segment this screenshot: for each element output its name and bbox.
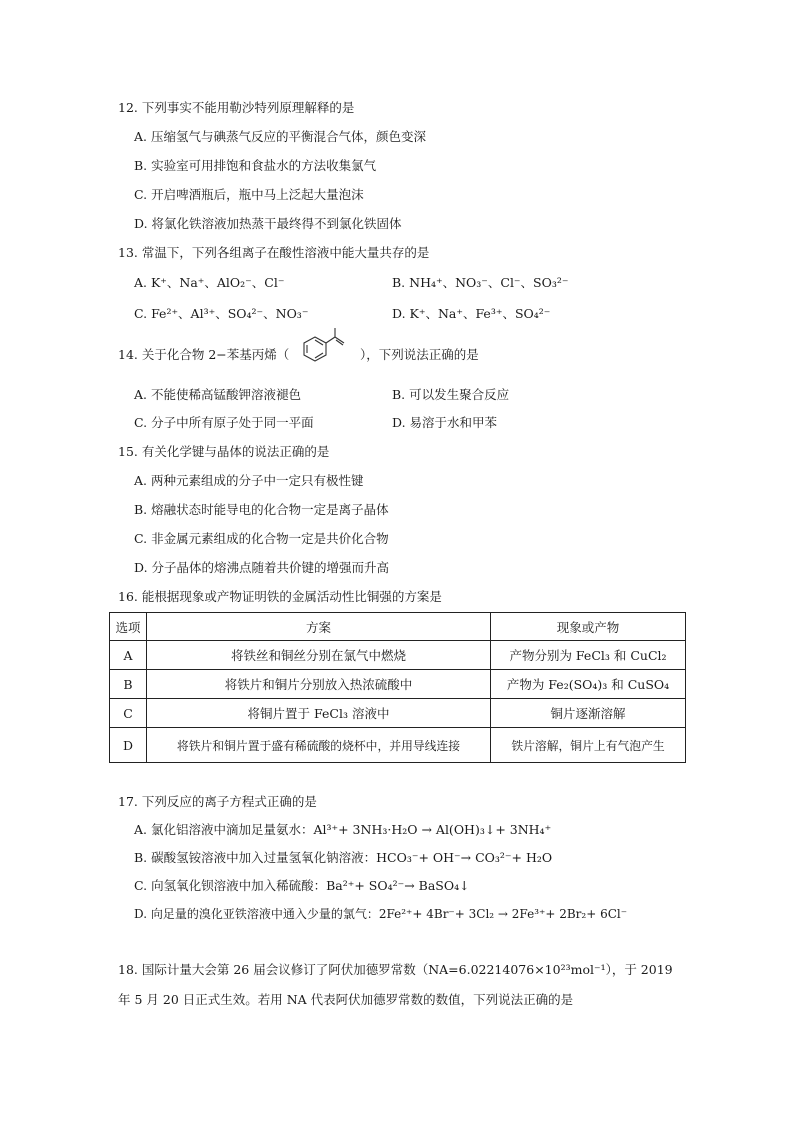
row-c-result: 铜片逐渐溶解 (491, 699, 686, 728)
header-option: 选项 (110, 613, 147, 641)
table-row (110, 641, 686, 670)
question-15-option-b: B. 熔融状态时能导电的化合物一定是离子晶体 (134, 502, 389, 517)
2-phenylpropene-structure (289, 326, 359, 368)
question-14-option-a: A. 不能使稀高锰酸钾溶液褪色 (134, 387, 301, 402)
question-13-option-b: B. NH₄⁺、NO₃⁻、Cl⁻、SO₃²⁻ (392, 275, 569, 290)
question-17-option-d: D. 向足量的溴化亚铁溶液中通入少量的氯气：2Fe²⁺+ 4Br⁻+ 3Cl₂ → 2Fe³⁺+ 2Br₂+ 6Cl⁻ (134, 907, 628, 921)
table-row (110, 670, 686, 699)
question-17-option-c: C. 向氢氧化钡溶液中加入稀硫酸：Ba²⁺+ SO₄²⁻→ BaSO₄↓ (134, 878, 470, 893)
row-a-option: A (110, 641, 147, 670)
header-scheme: 方案 (147, 613, 491, 641)
question-16-table (109, 612, 686, 763)
question-12-option-b: B. 实验室可用排饱和食盐水的方法收集氯气 (134, 158, 377, 173)
row-d-result: 铁片溶解，铜片上有气泡产生 (491, 728, 686, 763)
question-15-option-a: A. 两种元素组成的分子中一定只有极性键 (134, 473, 364, 488)
question-15-option-c: C. 非金属元素组成的化合物一定是共价化合物 (134, 531, 389, 546)
question-13-stem: 13. 常温下，下列各组离子在酸性溶液中能大量共存的是 (118, 245, 430, 260)
question-12-stem: 12. 下列事实不能用勒沙特列原理解释的是 (118, 100, 355, 115)
question-17-stem: 17. 下列反应的离子方程式正确的是 (118, 794, 317, 809)
question-13-option-c: C. Fe²⁺、Al³⁺、SO₄²⁻、NO₃⁻ (134, 306, 309, 321)
row-c-option: C (110, 699, 147, 728)
question-12-option-a: A. 压缩氢气与碘蒸气反应的平衡混合气体，颜色变深 (134, 129, 426, 144)
question-14-option-b: B. 可以发生聚合反应 (392, 387, 510, 402)
question-14-stem-end: ），下列说法正确的是 (360, 347, 479, 362)
question-12-option-d: D. 将氯化铁溶液加热蒸干最终得不到氯化铁固体 (134, 216, 402, 231)
row-c-scheme: 将铜片置于 FeCl₃ 溶液中 (147, 699, 491, 728)
question-15-stem: 15. 有关化学键与晶体的说法正确的是 (118, 444, 330, 459)
question-14-option-d: D. 易溶于水和甲苯 (392, 415, 498, 430)
question-13-option-d: D. K⁺、Na⁺、Fe³⁺、SO₄²⁻ (392, 306, 551, 321)
question-13-option-a: A. K⁺、Na⁺、AlO₂⁻、Cl⁻ (134, 275, 285, 290)
table-row (110, 699, 686, 728)
row-b-option: B (110, 670, 147, 699)
question-17-option-b: B. 碳酸氢铵溶液中加入过量氢氧化钠溶液：HCO₃⁻+ OH⁻→ CO₃²⁻+ H₂O (134, 850, 553, 865)
question-14-stem-start: 14. 关于化合物 2−苯基丙烯（ (118, 347, 290, 362)
table-header-row (110, 613, 686, 641)
header-phenomenon: 现象或产物 (491, 613, 686, 641)
row-b-result: 产物为 Fe₂(SO₄)₃ 和 CuSO₄ (491, 670, 686, 699)
question-12-option-c: C. 开启啤酒瓶后，瓶中马上泛起大量泡沫 (134, 187, 364, 202)
row-a-result: 产物分别为 FeCl₃ 和 CuCl₂ (491, 641, 686, 670)
question-15-option-d: D. 分子晶体的熔沸点随着共价键的增强而升高 (134, 560, 390, 575)
table-row (110, 728, 686, 763)
row-d-option: D (110, 728, 147, 763)
question-16-stem: 16. 能根据现象或产物证明铁的金属活动性比铜强的方案是 (118, 589, 442, 604)
question-14-option-c: C. 分子中所有原子处于同一平面 (134, 415, 314, 430)
question-18-line-1: 18. 国际计量大会第 26 届会议修订了阿伏加德罗常数（NA=6.02214076×10²³mol⁻¹），于 2019 (118, 962, 673, 977)
row-d-scheme: 将铁片和铜片置于盛有稀硫酸的烧杯中，并用导线连接 (147, 728, 491, 763)
question-18-line-2: 年 5 月 20 日正式生效。若用 NA 代表阿伏加德罗常数的数值，下列说法正确的是 (118, 992, 574, 1007)
row-a-scheme: 将铁丝和铜丝分别在氯气中燃烧 (147, 641, 491, 670)
row-b-scheme: 将铁片和铜片分别放入热浓硫酸中 (147, 670, 491, 699)
question-17-option-a: A. 氯化铝溶液中滴加足量氨水：Al³⁺+ 3NH₃·H₂O → Al(OH)₃↓+ 3NH₄⁺ (134, 822, 552, 837)
